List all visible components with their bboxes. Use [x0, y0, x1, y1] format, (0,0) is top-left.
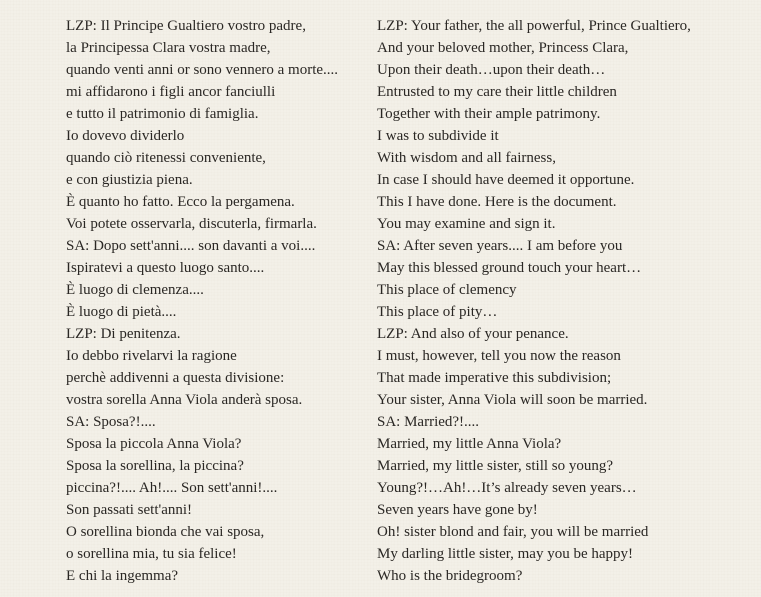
english-line: This place of pity… [377, 304, 498, 320]
english-text-column [377, 15, 757, 587]
english-line: This I have done. Here is the document. [377, 194, 617, 210]
italian-line: vostra sorella Anna Viola anderà sposa. [66, 392, 303, 408]
italian-line: quando ciò ritenessi conveniente, [66, 150, 266, 166]
english-line: LZP: Your father, the all powerful, Prince Gualtiero, [377, 18, 691, 34]
italian-line: È luogo di clemenza.... [66, 282, 204, 298]
english-line: SA: Married?!.... [377, 414, 480, 430]
english-line: I was to subdivide it [377, 128, 499, 144]
italian-line: LZP: Il Principe Gualtiero vostro padre, [66, 18, 306, 34]
italian-line: E chi la ingemma? [66, 568, 179, 584]
english-line: Entrusted to my care their little children [377, 84, 617, 100]
italian-line: mi affidarono i figli ancor fanciulli [66, 84, 276, 100]
italian-line: SA: Sposa?!.... [66, 414, 156, 430]
italian-line: quando venti anni or sono vennero a morte.... [66, 62, 339, 78]
italian-line: Sposa la piccola Anna Viola? [66, 436, 242, 452]
italian-text-column [66, 15, 371, 587]
italian-line: perchè addivenni a questa divisione: [66, 370, 285, 386]
english-line: Upon their death…upon their death… [377, 62, 606, 78]
english-line: May this blessed ground touch your heart… [377, 260, 642, 276]
english-line: Young?!…Ah!…It’s already seven years… [377, 480, 637, 496]
english-line: And your beloved mother, Princess Clara, [377, 40, 629, 56]
english-line: LZP: And also of your penance. [377, 326, 569, 342]
italian-line: È quanto ho fatto. Ecco la pergamena. [66, 194, 295, 210]
italian-line: e tutto il patrimonio di famiglia. [66, 106, 259, 122]
english-line: Oh! sister blond and fair, you will be married [377, 524, 649, 540]
italian-line: Io dovevo dividerlo [66, 128, 185, 144]
english-line: Seven years have gone by! [377, 502, 538, 518]
italian-line: È luogo di pietà.... [66, 304, 177, 320]
english-line: Your sister, Anna Viola will soon be married. [377, 392, 648, 408]
italian-line: o sorellina mia, tu sia felice! [66, 546, 237, 562]
italian-line: SA: Dopo sett'anni.... son davanti a voi.... [66, 238, 316, 254]
english-line: Who is the bridegroom? [377, 568, 523, 584]
italian-line: Ispiratevi a questo luogo santo.... [66, 260, 265, 276]
italian-line: Son passati sett'anni! [66, 502, 193, 518]
english-line: Together with their ample patrimony. [377, 106, 601, 122]
english-line: I must, however, tell you now the reason [377, 348, 621, 364]
english-line: In case I should have deemed it opportune. [377, 172, 635, 188]
english-line: That made imperative this subdivision; [377, 370, 612, 386]
italian-line: e con giustizia piena. [66, 172, 193, 188]
english-line: My darling little sister, may you be happy! [377, 546, 634, 562]
italian-line: la Principessa Clara vostra madre, [66, 40, 271, 56]
english-line: You may examine and sign it. [377, 216, 556, 232]
english-line: Married, my little sister, still so young? [377, 458, 614, 474]
english-line: SA: After seven years.... I am before you [377, 238, 623, 254]
italian-line: O sorellina bionda che vai sposa, [66, 524, 265, 540]
italian-line: Sposa la sorellina, la piccina? [66, 458, 244, 474]
italian-line: LZP: Di penitenza. [66, 326, 181, 342]
english-line: This place of clemency [377, 282, 517, 298]
italian-line: Io debbo rivelarvi la ragione [66, 348, 237, 364]
english-line: With wisdom and all fairness, [377, 150, 556, 166]
italian-line: Voi potete osservarla, discuterla, firmarla. [66, 216, 317, 232]
english-line: Married, my little Anna Viola? [377, 436, 562, 452]
italian-line: piccina?!.... Ah!.... Son sett'anni!.... [66, 480, 278, 496]
